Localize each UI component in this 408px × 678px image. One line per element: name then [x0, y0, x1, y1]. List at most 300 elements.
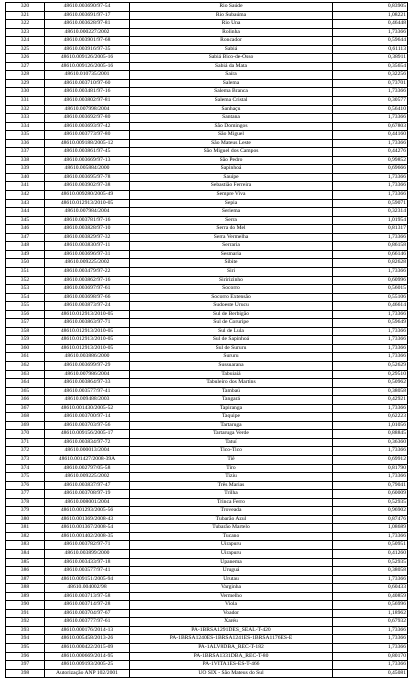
value-cell: 0,99852: [333, 156, 408, 165]
field-name-cell: Sul de Sapinhoá: [130, 336, 333, 345]
process-number-cell: 48610.003782/97-71: [45, 541, 130, 550]
field-name-cell: Varginha: [130, 584, 333, 593]
table-row: [6, 54, 408, 63]
value-cell: 0,41260: [333, 550, 408, 559]
value-cell: 0,60433: [333, 584, 408, 593]
row-number-cell: 342: [6, 191, 45, 200]
value-cell: 1,73366: [333, 644, 408, 653]
row-number-cell: 368: [6, 413, 45, 422]
table-row: [6, 267, 408, 276]
table-row: [6, 225, 408, 234]
row-number-cell: 359: [6, 336, 45, 345]
table-row: [6, 661, 408, 670]
table-row: [6, 216, 408, 225]
value-cell: 0,32256: [333, 71, 408, 80]
value-cell: 0,56996: [333, 601, 408, 610]
value-cell: 0,59071: [333, 199, 408, 208]
table-row: [6, 97, 408, 106]
process-number-cell: 48610.003862/97-16: [45, 276, 130, 285]
table-row: [6, 669, 408, 678]
row-number-cell: 395: [6, 644, 45, 653]
value-cell: 0,66146: [333, 250, 408, 259]
row-number-cell: 380: [6, 515, 45, 524]
process-number-cell: 48610.003697/97-61: [45, 285, 130, 294]
value-cell: 1,18962: [333, 609, 408, 618]
table-row: [6, 567, 408, 576]
field-name-cell: Socorro: [130, 285, 333, 294]
table-row: [6, 165, 408, 174]
process-number-cell: 48610.003699/97-29: [45, 361, 130, 370]
value-cell: 1,73366: [333, 344, 408, 353]
value-cell: 0,55106: [333, 293, 408, 302]
row-number-cell: 321: [6, 11, 45, 20]
field-name-cell: Siri: [130, 267, 333, 276]
table-row: [6, 233, 408, 242]
field-name-cell: PA-1BRSA1240ES-1BRSA1241ES-1BRSA1176ES-E: [130, 635, 333, 644]
row-number-cell: 387: [6, 575, 45, 584]
field-name-cell: Urutau: [130, 575, 333, 584]
process-number-cell: 48610.009126/2005-16: [45, 62, 130, 71]
field-name-cell: Sabiá da Mata: [130, 62, 333, 71]
field-name-cell: Tabuleiro dos Martins: [130, 379, 333, 388]
field-name-cell: Troveada: [130, 507, 333, 516]
value-cell: 0,67932: [333, 618, 408, 627]
row-number-cell: 393: [6, 626, 45, 635]
field-name-cell: Uirapuru: [130, 541, 333, 550]
field-name-cell: UO SIX - São Mateus do Sul: [130, 669, 333, 678]
value-cell: 0,81790: [333, 464, 408, 473]
field-name-cell: Upanema: [130, 558, 333, 567]
process-number-cell: 48610.001293/2005-56: [45, 507, 130, 516]
field-name-cell: Tabuiaiá: [130, 370, 333, 379]
field-name-cell: Seriema: [130, 208, 333, 217]
table-row: [6, 421, 408, 430]
value-cell: 0,50962: [333, 379, 408, 388]
table-row: [6, 558, 408, 567]
process-number-cell: 48610.003693/97-42: [45, 122, 130, 131]
value-cell: 0,61113: [333, 45, 408, 54]
field-name-cell: São Domingos: [130, 122, 333, 131]
row-number-cell: 353: [6, 285, 45, 294]
field-name-cell: Salema Cristal: [130, 97, 333, 106]
field-name-cell: Serraria: [130, 242, 333, 251]
field-name-cell: Tangará: [130, 396, 333, 405]
process-number-cell: 48610.003864/97-33: [45, 379, 130, 388]
process-number-cell: 48610.001369/2008-43: [45, 515, 130, 524]
process-number-cell: 48610.012913/2010-05: [45, 336, 130, 345]
value-cell: 1,73366: [333, 575, 408, 584]
table-row: [6, 114, 408, 123]
field-name-cell: Salema: [130, 79, 333, 88]
value-cell: 0,38058: [333, 387, 408, 396]
table-row: [6, 208, 408, 217]
field-name-cell: Três Marias: [130, 481, 333, 490]
field-name-cell: Tambaú: [130, 387, 333, 396]
table-row: [6, 455, 408, 464]
table-row: [6, 361, 408, 370]
row-number-cell: 386: [6, 567, 45, 576]
value-cell: 0,81317: [333, 225, 408, 234]
row-number-cell: 360: [6, 344, 45, 353]
row-number-cell: 361: [6, 353, 45, 362]
field-name-cell: Sabiá: [130, 45, 333, 54]
process-number-cell: 48610.009126/2005-16: [45, 54, 130, 63]
row-number-cell: 324: [6, 37, 45, 46]
table-row: [6, 524, 408, 533]
row-number-cell: 356: [6, 310, 45, 319]
field-name-cell: Sepia: [130, 199, 333, 208]
field-name-cell: Tucano: [130, 532, 333, 541]
value-cell: 0,40859: [333, 592, 408, 601]
value-cell: 0,59649: [333, 319, 408, 328]
table-row: [6, 242, 408, 251]
value-cell: 1,73366: [333, 353, 408, 362]
row-number-cell: 339: [6, 165, 45, 174]
process-number-cell: 48610.003669/97-13: [45, 156, 130, 165]
table-row: [6, 11, 408, 20]
process-number-cell: 48610.003861/97-45: [45, 148, 130, 157]
field-name-cell: Tubarão Martelo: [130, 524, 333, 533]
process-number-cell: 48610.003916/97-35: [45, 45, 130, 54]
process-number-cell: 48610.003708/97-19: [45, 490, 130, 499]
value-cell: 0,69666: [333, 165, 408, 174]
table-row: [6, 353, 408, 362]
table-row: [6, 199, 408, 208]
row-number-cell: 389: [6, 592, 45, 601]
row-number-cell: 382: [6, 532, 45, 541]
row-number-cell: 354: [6, 293, 45, 302]
process-number-cell: 48610.003863/97-71: [45, 319, 130, 328]
table-row: [6, 438, 408, 447]
table-row: [6, 310, 408, 319]
field-name-cell: São Pedro: [130, 156, 333, 165]
field-name-cell: Voador: [130, 609, 333, 618]
value-cell: 0,45081: [333, 669, 408, 678]
table-row: [6, 626, 408, 635]
value-cell: 1,73366: [333, 532, 408, 541]
value-cell: 0,38911: [333, 54, 408, 63]
table-body: [6, 3, 408, 678]
table-row: [6, 430, 408, 439]
value-cell: 1,73366: [333, 182, 408, 191]
table-row: [6, 79, 408, 88]
row-number-cell: 385: [6, 558, 45, 567]
row-number-cell: 371: [6, 438, 45, 447]
value-cell: 0,46448: [333, 20, 408, 29]
process-number-cell: 48610.003577/97-41: [45, 387, 130, 396]
table-row: [6, 464, 408, 473]
field-name-cell: São Miguel: [130, 131, 333, 140]
row-number-cell: 338: [6, 156, 45, 165]
row-number-cell: 398: [6, 669, 45, 678]
process-number-cell: 48610.003690/97-54: [45, 3, 130, 12]
table-row: [6, 3, 408, 12]
table-row: [6, 131, 408, 140]
field-name-cell: Trinca Ferro: [130, 498, 333, 507]
value-cell: 0,67803: [333, 122, 408, 131]
process-number-cell: 48610.001427/2008-39A: [45, 455, 130, 464]
process-number-cell: 48610.003837/97-47: [45, 481, 130, 490]
value-cell: 0,82628: [333, 259, 408, 268]
field-name-cell: Sanhaçu: [130, 105, 333, 114]
table-row: [6, 387, 408, 396]
row-number-cell: 327: [6, 62, 45, 71]
row-number-cell: 358: [6, 327, 45, 336]
process-number-cell: 48610.003829/97-32: [45, 233, 130, 242]
value-cell: 0,80170: [333, 652, 408, 661]
value-cell: 0,69912: [333, 455, 408, 464]
row-number-cell: 384: [6, 550, 45, 559]
value-cell: 1,01954: [333, 216, 408, 225]
process-number-cell: 48610.009488/2003: [45, 396, 130, 405]
table-row: [6, 28, 408, 37]
value-cell: 1,08221: [333, 11, 408, 20]
value-cell: 1,73366: [333, 327, 408, 336]
row-number-cell: 372: [6, 447, 45, 456]
value-cell: 0,88845: [333, 430, 408, 439]
value-cell: 1,73366: [333, 447, 408, 456]
table-row: [6, 122, 408, 131]
value-cell: 0,46614: [333, 302, 408, 311]
table-row: [6, 498, 408, 507]
process-number-cell: 48610.009188/2005-12: [45, 139, 130, 148]
row-number-cell: 320: [6, 3, 45, 12]
process-number-cell: 48610.009225/2002: [45, 473, 130, 482]
process-number-cell: 48610.003481/97-16: [45, 88, 130, 97]
table-row: [6, 191, 408, 200]
table-row: [6, 156, 408, 165]
process-number-cell: 48610.009151/2005-94: [45, 575, 130, 584]
row-number-cell: 396: [6, 652, 45, 661]
value-cell: 1,73366: [333, 173, 408, 182]
row-number-cell: 346: [6, 225, 45, 234]
table-row: [6, 652, 408, 661]
row-number-cell: 363: [6, 370, 45, 379]
process-number-cell: 48610.001430/2005-52: [45, 404, 130, 413]
row-number-cell: 349: [6, 250, 45, 259]
table-row: [6, 601, 408, 610]
process-number-cell: 48610.012913/2010-05: [45, 199, 130, 208]
value-cell: 0,59644: [333, 37, 408, 46]
row-number-cell: 340: [6, 173, 45, 182]
value-cell: 1,73366: [333, 473, 408, 482]
row-number-cell: 336: [6, 139, 45, 148]
value-cell: 1,73366: [333, 139, 408, 148]
table-row: [6, 182, 408, 191]
process-number-cell: 48610.000422/2015-09: [45, 644, 130, 653]
value-cell: 0,44276: [333, 148, 408, 157]
field-name-cell: Sururu: [130, 353, 333, 362]
process-number-cell: 48610.003902/97-38: [45, 182, 130, 191]
table-row: [6, 532, 408, 541]
field-name-cell: PA-1VITA1ES-ES-T-466: [130, 661, 333, 670]
process-number-cell: 48610.003692/97-80: [45, 114, 130, 123]
table-row: [6, 644, 408, 653]
field-name-cell: Tartaruga Verde: [130, 430, 333, 439]
row-number-cell: 345: [6, 216, 45, 225]
field-name-cell: Taquipe: [130, 413, 333, 422]
row-number-cell: 376: [6, 481, 45, 490]
process-number-cell: 48610.007984/2004: [45, 208, 130, 217]
row-number-cell: 322: [6, 20, 45, 29]
row-number-cell: 325: [6, 45, 45, 54]
value-cell: 0,52935: [333, 558, 408, 567]
row-number-cell: 326: [6, 54, 45, 63]
value-cell: 0,32314: [333, 208, 408, 217]
row-number-cell: 370: [6, 430, 45, 439]
field-name-cell: Uruguá: [130, 567, 333, 576]
field-name-cell: Rolinha: [130, 28, 333, 37]
field-name-cell: Sul de Coruripe: [130, 319, 333, 328]
process-number-cell: 48610.010735/2001: [45, 71, 130, 80]
row-number-cell: 388: [6, 584, 45, 593]
row-number-cell: 373: [6, 455, 45, 464]
row-number-cell: 392: [6, 618, 45, 627]
process-number-cell: 48610.001367/2008-54: [45, 524, 130, 533]
table-row: [6, 609, 408, 618]
process-number-cell: 48610.005884/2000: [45, 165, 130, 174]
field-name-cell: Sempre Viva: [130, 191, 333, 200]
table-row: [6, 507, 408, 516]
process-number-cell: 48610.005458/2013-26: [45, 635, 130, 644]
value-cell: 1,73366: [333, 661, 408, 670]
field-name-cell: Tiro: [130, 464, 333, 473]
process-number-cell: 48610.003714/97-28: [45, 601, 130, 610]
row-number-cell: 333: [6, 114, 45, 123]
process-number-cell: 48610.003802/97-81: [45, 97, 130, 106]
process-number-cell: 48610.003700/97-14: [45, 413, 130, 422]
row-number-cell: 377: [6, 490, 45, 499]
field-name-cell: Sul de Sururu: [130, 344, 333, 353]
row-number-cell: 357: [6, 319, 45, 328]
value-cell: 1,73366: [333, 336, 408, 345]
value-cell: 1,73366: [333, 191, 408, 200]
process-number-cell: 48610.002797/05-58: [45, 464, 130, 473]
field-name-cell: PA-1BRSA1291DES_SEAL-T-420: [130, 626, 333, 635]
process-number-cell: 48610.003577/97-41: [45, 567, 130, 576]
table-row: [6, 285, 408, 294]
process-number-cell: 48610.003479/97-22: [45, 267, 130, 276]
row-number-cell: 332: [6, 105, 45, 114]
value-cell: 0,86158: [333, 242, 408, 251]
field-name-cell: Tartaruga: [130, 421, 333, 430]
value-cell: 0,35654: [333, 62, 408, 71]
table-row: [6, 481, 408, 490]
value-cell: 0,36360: [333, 438, 408, 447]
field-name-cell: Sabiá Bico-de-Osso: [130, 54, 333, 63]
value-cell: 0,56410: [333, 105, 408, 114]
value-cell: 0,50951: [333, 541, 408, 550]
row-number-cell: 367: [6, 404, 45, 413]
value-cell: 1,73366: [333, 635, 408, 644]
process-number-cell: 48610.003773/97-80: [45, 131, 130, 140]
value-cell: 1,73366: [333, 114, 408, 123]
process-number-cell: 48610.003901/97-68: [45, 37, 130, 46]
table-row: [6, 550, 408, 559]
value-cell: 0,52935: [333, 498, 408, 507]
process-number-cell: 48610.012913/2010-05: [45, 327, 130, 336]
table-row: [6, 344, 408, 353]
process-number-cell: 48610.003886/2000: [45, 353, 130, 362]
field-name-cell: Sapinhoá: [130, 165, 333, 174]
process-number-cell: 48610.001402/2008-35: [45, 532, 130, 541]
row-number-cell: 348: [6, 242, 45, 251]
table-row: [6, 20, 408, 29]
row-number-cell: 391: [6, 609, 45, 618]
value-cell: 1,73366: [333, 88, 408, 97]
process-number-cell: 48610.003698/97-66: [45, 293, 130, 302]
table-row: [6, 259, 408, 268]
process-number-cell: 48610.003695/97-78: [45, 173, 130, 182]
row-number-cell: 334: [6, 122, 45, 131]
table-row: [6, 105, 408, 114]
process-number-cell: 48610.003704/97-67: [45, 609, 130, 618]
process-number-cell: 48610.000669/2014-95: [45, 652, 130, 661]
row-number-cell: 351: [6, 267, 45, 276]
table-row: [6, 293, 408, 302]
table-row: [6, 396, 408, 405]
row-number-cell: 337: [6, 148, 45, 157]
table-row: [6, 37, 408, 46]
value-cell: 0,30577: [333, 97, 408, 106]
field-name-cell: Sibite: [130, 259, 333, 268]
row-number-cell: 350: [6, 259, 45, 268]
row-number-cell: 341: [6, 182, 45, 191]
value-cell: 0,96902: [333, 507, 408, 516]
row-number-cell: 344: [6, 208, 45, 217]
table-row: [6, 139, 408, 148]
process-number-cell: 48610.012913/2010-05: [45, 310, 130, 319]
field-name-cell: Tico-Tico: [130, 447, 333, 456]
value-cell: 0,38058: [333, 567, 408, 576]
field-name-cell: Socorro Extensão: [130, 293, 333, 302]
table-row: [6, 62, 408, 71]
row-number-cell: 365: [6, 387, 45, 396]
row-number-cell: 343: [6, 199, 45, 208]
field-name-cell: Tapiranga: [130, 404, 333, 413]
value-cell: 0,60009: [333, 490, 408, 499]
table-row: [6, 302, 408, 311]
field-name-cell: Sesmaria: [130, 250, 333, 259]
value-cell: 0,42921: [333, 396, 408, 405]
row-number-cell: 366: [6, 396, 45, 405]
value-cell: 0,60996: [333, 276, 408, 285]
value-cell: 1,73366: [333, 404, 408, 413]
table-row: [6, 575, 408, 584]
field-name-cell: Tiziu: [130, 473, 333, 482]
field-name-cell: São Mateus Leste: [130, 139, 333, 148]
table-row: [6, 71, 408, 80]
row-number-cell: 383: [6, 541, 45, 550]
value-cell: 0,79041: [333, 481, 408, 490]
process-number-cell: 48610.003834/97-72: [45, 438, 130, 447]
process-number-cell: 48610.003781/97-16: [45, 216, 130, 225]
field-name-cell: Rio Una: [130, 20, 333, 29]
process-number-cell: 48610.000227/2002: [45, 28, 130, 37]
process-number-cell: 48610.003830/97-11: [45, 242, 130, 251]
field-name-cell: Viola: [130, 601, 333, 610]
field-name-cell: Trilha: [130, 490, 333, 499]
process-number-cell: 48610.003710/97-60: [45, 79, 130, 88]
field-name-cell: São Miguel dos Campos: [130, 148, 333, 157]
process-number-cell: 48610.003713/97-58: [45, 592, 130, 601]
value-cell: 0,29510: [333, 370, 408, 379]
field-name-cell: Xaréu: [130, 618, 333, 627]
value-cell: 1,73366: [333, 310, 408, 319]
row-number-cell: 331: [6, 97, 45, 106]
row-number-cell: 330: [6, 88, 45, 97]
process-number-cell: 48610.003628/97-81: [45, 20, 130, 29]
